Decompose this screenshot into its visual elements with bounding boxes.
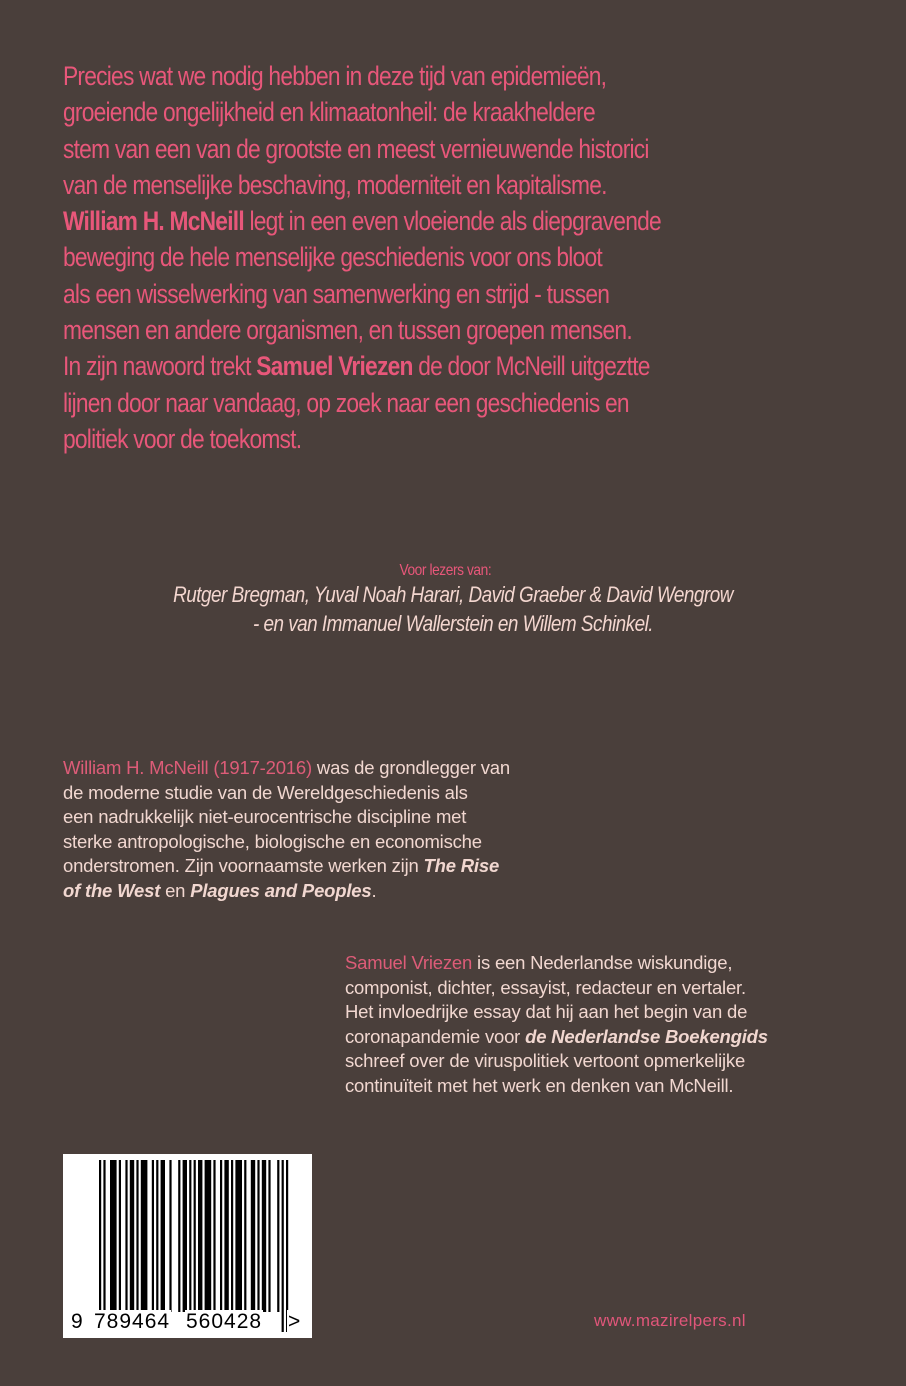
blurb-line: In zijn nawoord trekt Samuel Vriezen de door McNeill uitgeztte [63,351,650,382]
back-cover-blurb [63,58,850,457]
readers-names-line-2: - en van Immanuel Wallerstein en Willem Schinkel. [252,611,654,636]
blurb-line: beweging de hele menselijke geschiedenis voor ons bloot [63,242,602,273]
bio-mcneill-line: een nadrukkelijk niet-eurocentrische discipline met [63,806,467,827]
author-bio-vriezen [345,951,768,1098]
bio-mcneill-line: William H. McNeill (1917-2016) was de grondlegger van [63,757,510,778]
bio-mcneill-line: onderstromen. Zijn voornaamste werken zijn The Rise [63,855,500,876]
bio-vriezen-line: coronapandemie voor de Nederlandse Boekengids [345,1025,768,1047]
for-readers-of [0,562,906,638]
readers-names-line-1: Rutger Bregman, Yuval Noah Harari, David Graeber & David Wengrow [173,582,733,607]
isbn-digits [63,1306,312,1336]
bio-vriezen-line: Samuel Vriezen is een Nederlandse wiskundige, [345,952,733,973]
blurb-line: lijnen door naar vandaag, op zoek naar een geschiedenis en [63,387,629,418]
blurb-line: politiek voor de toekomst. [63,423,302,454]
blurb-line: van de menselijke beschaving, moderniteit en kapitalisme. [63,169,607,200]
publisher-url[interactable]: www.mazirelpers.nl [594,1311,746,1330]
blurb-line: groeiende ongelijkheid en klimaatonheil: de kraakheldere [63,97,595,128]
blurb-line: als een wisselwerking van samenwerking en strijd - tussen [63,278,610,309]
bio-vriezen-line: continuïteit met het werk en denken van McNeill. [345,1074,734,1096]
blurb-line: William H. McNeill legt in een even vloeiende als diepgravende [63,206,661,237]
bio-mcneill-line: de moderne studie van de Wereldgeschiedenis als [63,781,468,803]
bio-vriezen-line: schreef over de viruspolitiek vertoont opmerkelijke [345,1050,746,1071]
isbn-first-digit: 9 [71,1310,84,1333]
blurb-line: stem van een van de grootste en meest vernieuwende historici [63,133,649,164]
bio-mcneill-line: of the West en Plagues and Peoples. [63,879,377,901]
for-readers-label: Voor lezers van: [399,562,491,579]
author-bio-mcneill [63,756,510,903]
isbn-group-1: 789464 [94,1310,171,1333]
bio-mcneill-line: sterke antropologische, biologische en economische [63,830,482,852]
blurb-line: Precies wat we nodig hebben in deze tijd van epidemieën, [63,61,607,91]
isbn-group-2: 560428 [186,1310,263,1333]
isbn-marker: > [288,1310,302,1333]
isbn-barcode [63,1154,312,1338]
blurb-line: mensen en andere organismen, en tussen groepen mensen. [63,315,632,346]
bio-vriezen-line: Het invloedrijke essay dat hij aan het begin van de [345,1001,748,1022]
bio-vriezen-line: componist, dichter, essayist, redacteur en vertaler. [345,976,746,998]
